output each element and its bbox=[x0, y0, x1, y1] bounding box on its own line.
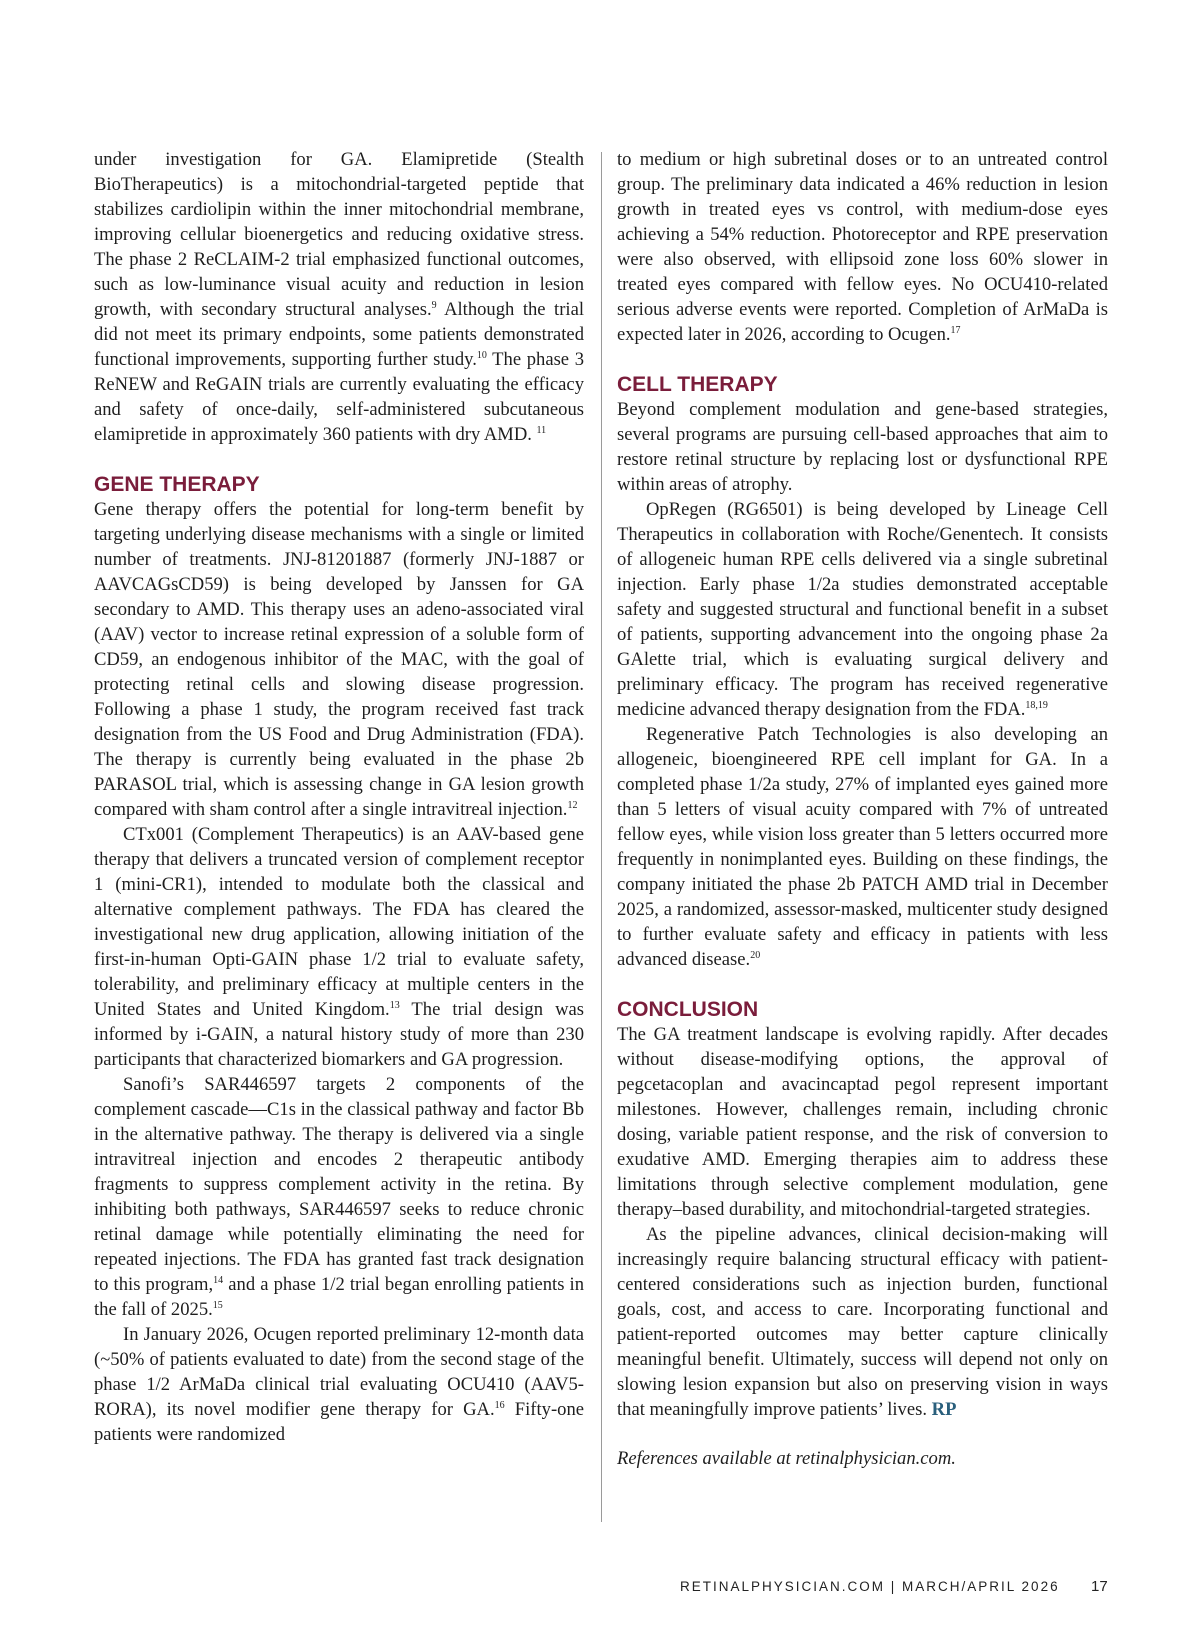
reference-superscript: 18,19 bbox=[1025, 699, 1048, 711]
paragraph bbox=[94, 1072, 584, 1322]
footer-publication: RETINALPHYSICIAN.COM | MARCH/APRIL 2026 bbox=[680, 1579, 1060, 1594]
paragraph-text: and a phase 1/2 trial began enrolling patients in the fall of 2025. bbox=[94, 1274, 585, 1320]
paragraph-text: The trial design was informed by i-GAIN, a natural history study of more than 230 participants that characterized biomarkers and GA progression. bbox=[94, 999, 584, 1070]
paragraph-text: Although the trial did not meet its primary endpoints, some patients demonstrated functional improvements, supporting further study. bbox=[94, 299, 584, 370]
paragraph-text: CTx001 (Complement Therapeutics) is an AAV-based gene therapy that delivers a truncated version of complement receptor 1 (mini-CR1), intended to modulate both the classical and alternative complement pathways. The FDA has cleared the investigational new drug application, allowing initiation of the first-in-human Opti-GAIN phase 1/2 trial to evaluate safety, tolerability, and preliminary efficacy at multiple centers in the United States and United Kingdom. bbox=[94, 824, 584, 1020]
reference-superscript: 10 bbox=[476, 349, 487, 361]
signoff-mark: RP bbox=[931, 1399, 957, 1420]
paragraph bbox=[617, 1022, 1108, 1222]
paragraph-text: In January 2026, Ocugen reported preliminary 12-month data (~50% of patients evaluated to date) from the second stage of the phase 1/2 ArMaDa clinical trial evaluating OCU410 (AAV5-RORA), its novel modifier gene therapy for GA. bbox=[94, 1324, 584, 1420]
paragraph-text: Fifty-one patients were randomized bbox=[94, 1399, 584, 1445]
paragraph-text: to medium or high subretinal doses or to an untreated control group. The preliminary data indicated a 46% reduction in lesion growth in treated eyes vs control, with medium-dose eyes achieving a 54% reduction. Photoreceptor and RPE preservation were also observed, with ellipsoid zone loss 60% slower in treated eyes compared with fellow eyes. No OCU410-related serious adverse events were reported. Completion of ArMaDa is expected later in 2026, according to Ocugen. bbox=[617, 149, 1108, 345]
reference-superscript: 15 bbox=[212, 1299, 223, 1311]
reference-superscript: 13 bbox=[389, 999, 400, 1011]
paragraph bbox=[617, 1222, 1108, 1422]
paragraph bbox=[94, 822, 584, 1072]
paragraph bbox=[94, 497, 584, 822]
paragraph-text: Beyond complement modulation and gene-based strategies, several programs are pursuing cell-based approaches that aim to restore retinal structure by replacing lost or dysfunctional RPE within areas of atrophy. bbox=[617, 399, 1108, 495]
paragraph-text: Regenerative Patch Technologies is also developing an allogeneic, bioengineered RPE cell implant for GA. In a completed phase 1/2a study, 27% of implanted eyes gained more than 5 letters of visual acuity compared with 7% of untreated fellow eyes, while vision loss greater than 5 letters occurred more frequently in nonimplanted eyes. Building on these findings, the company initiated the phase 2b PATCH AMD trial in December 2025, a randomized, assessor-masked, multicenter study designed to further evaluate safety and efficacy in patients with less advanced disease. bbox=[617, 724, 1108, 970]
section-heading-cell-therapy: CELL THERAPY bbox=[617, 373, 778, 396]
left-column bbox=[94, 147, 584, 1447]
reference-superscript: 11 bbox=[536, 424, 547, 436]
paragraph-text: The GA treatment landscape is evolving rapidly. After decades without disease-modifying options, the approval of pegcetacoplan and avacincaptad pegol represent important milestones. However, challenges remain, including chronic dosing, variable patient response, and the risk of conversion to exudative AMD. Emerging therapies aim to address these limitations through selective complement modulation, gene therapy–based durability, and mitochondrial-targeted strategies. bbox=[617, 1024, 1108, 1220]
paragraph-text: OpRegen (RG6501) is being developed by Lineage Cell Therapeutics in collaboration with Roche/Genentech. It consists of allogeneic human RPE cells delivered via a single subretinal injection. Early phase 1/2a studies demonstrated acceptable safety and suggested structural and functional benefit in a subset of patients, supporting advancement into the ongoing phase 2a GAlette trial, which is evaluating surgical delivery and preliminary efficacy. The program has received regenerative medicine advanced therapy designation from the FDA. bbox=[617, 499, 1108, 720]
paragraph bbox=[617, 147, 1108, 347]
paragraph-text: Gene therapy offers the potential for long-term benefit by targeting underlying disease mechanisms with a single or limited number of treatments. JNJ-81201887 (formerly JNJ-1887 or AAVCAGsCD59) is being developed by Janssen for GA secondary to AMD. This therapy uses an adeno-associated viral (AAV) vector to increase retinal expression of a soluble form of CD59, an endogenous inhibitor of the MAC, with the goal of protecting retinal cells and slowing disease progression. Following a phase 1 study, the program received fast track designation from the US Food and Drug Administration (FDA). The therapy is currently being evaluated in the phase 2b PARASOL trial, which is assessing change in GA lesion growth compared with sham control after a single intravitreal injection. bbox=[94, 499, 584, 820]
reference-superscript: 9 bbox=[431, 299, 437, 311]
paragraph-text: under investigation for GA. Elamipretide (Stealth BioTherapeutics) is a mitochondrial-targeted peptide that stabilizes cardiolipin within the inner mitochondrial membrane, improving cellular bioenergetics and reducing oxidative stress. The phase 2 ReCLAIM-2 trial emphasized functional outcomes, such as low-luminance visual acuity and reduction in lesion growth, with secondary structural analyses. bbox=[94, 149, 584, 320]
paragraph bbox=[617, 397, 1108, 497]
paragraph-text: As the pipeline advances, clinical decision-making will increasingly require balancing structural efficacy with patient-centered considerations such as injection burden, functional goals, cost, and access to care. Incorporating functional and patient-reported outcomes may better capture clinically meaningful benefit. Ultimately, success will depend not only on slowing lesion expansion but also on preserving vision in ways that meaningfully improve patients’ lives. bbox=[617, 1224, 1108, 1420]
reference-superscript: 14 bbox=[213, 1274, 224, 1286]
page-number: 17 bbox=[1091, 1578, 1108, 1595]
reference-superscript: 16 bbox=[494, 1399, 505, 1411]
column-divider bbox=[601, 152, 602, 1522]
section-heading-gene-therapy: GENE THERAPY bbox=[94, 473, 260, 496]
references-note: References available at retinalphysician.com. bbox=[617, 1448, 956, 1469]
paragraph-text bbox=[617, 1224, 1108, 1420]
reference-superscript: 17 bbox=[950, 324, 961, 336]
right-column bbox=[617, 147, 1108, 1471]
paragraph-text: The phase 3 ReNEW and ReGAIN trials are currently evaluating the efficacy and safety of once-daily, self-administered subcutaneous elamipretide in approximately 360 patients with dry AMD. bbox=[94, 349, 584, 445]
paragraph bbox=[617, 722, 1108, 972]
paragraph bbox=[94, 1322, 584, 1447]
reference-superscript: 20 bbox=[750, 949, 761, 961]
paragraph bbox=[617, 497, 1108, 722]
reference-superscript: 12 bbox=[567, 799, 578, 811]
paragraph-text: Sanofi’s SAR446597 targets 2 components of the complement cascade—C1s in the classical pathway and factor Bb in the alternative pathway. The therapy is delivered via a single intravitreal injection and encodes 2 therapeutic antibody fragments to suppress complement activity in the retina. By inhibiting both pathways, SAR446597 seeks to reduce chronic retinal damage while potentially eliminating the need for repeated injections. The FDA has granted fast track designation to this program, bbox=[94, 1074, 584, 1295]
paragraph bbox=[94, 147, 584, 447]
section-heading-conclusion: CONCLUSION bbox=[617, 998, 759, 1021]
